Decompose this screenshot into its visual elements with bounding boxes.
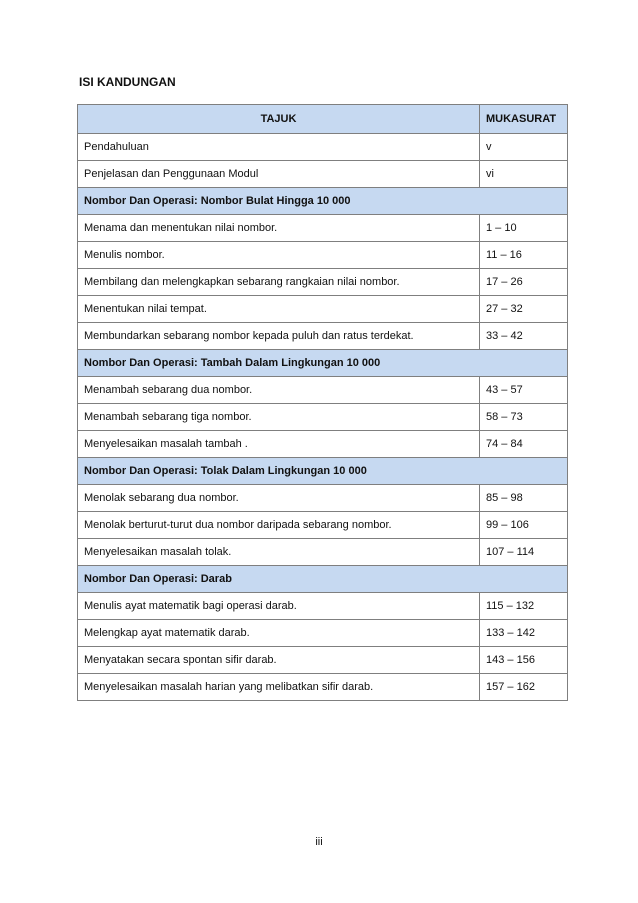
page-cell: 58 – 73 xyxy=(480,404,568,431)
topic-cell: Menyelesaikan masalah tambah . xyxy=(78,431,480,458)
table-row xyxy=(78,512,568,539)
section-title: Nombor Dan Operasi: Tolak Dalam Lingkungan 10 000 xyxy=(78,458,568,485)
page-cell: 143 – 156 xyxy=(480,647,568,674)
table-row xyxy=(78,404,568,431)
table-row xyxy=(78,674,568,701)
topic-cell: Menolak sebarang dua nombor. xyxy=(78,485,480,512)
table-row xyxy=(78,215,568,242)
topic-cell: Menulis ayat matematik bagi operasi darab. xyxy=(78,593,480,620)
page-cell: 107 – 114 xyxy=(480,539,568,566)
page-cell: 33 – 42 xyxy=(480,323,568,350)
topic-cell: Menambah sebarang tiga nombor. xyxy=(78,404,480,431)
topic-cell: Menama dan menentukan nilai nombor. xyxy=(78,215,480,242)
table-header-row xyxy=(78,105,568,134)
topic-cell: Menentukan nilai tempat. xyxy=(78,296,480,323)
page-cell: 43 – 57 xyxy=(480,377,568,404)
table-row xyxy=(78,296,568,323)
page-cell: 27 – 32 xyxy=(480,296,568,323)
topic-cell: Menyatakan secara spontan sifir darab. xyxy=(78,647,480,674)
section-header-row xyxy=(78,566,568,593)
table-row xyxy=(78,269,568,296)
page-cell: 133 – 142 xyxy=(480,620,568,647)
table-row xyxy=(78,134,568,161)
topic-cell: Menyelesaikan masalah tolak. xyxy=(78,539,480,566)
header-page: MUKASURAT xyxy=(480,105,568,134)
document-title: ISI KANDUNGAN xyxy=(79,75,176,89)
topic-cell: Membundarkan sebarang nombor kepada puluh dan ratus terdekat. xyxy=(78,323,480,350)
table-row xyxy=(78,593,568,620)
topic-cell: Menolak berturut-turut dua nombor daripada sebarang nombor. xyxy=(78,512,480,539)
topic-cell: Membilang dan melengkapkan sebarang rangkaian nilai nombor. xyxy=(78,269,480,296)
topic-cell: Menyelesaikan masalah harian yang melibatkan sifir darab. xyxy=(78,674,480,701)
page-cell: v xyxy=(480,134,568,161)
page-cell: 99 – 106 xyxy=(480,512,568,539)
table-row xyxy=(78,485,568,512)
section-title: Nombor Dan Operasi: Darab xyxy=(78,566,568,593)
page-number: iii xyxy=(315,836,323,848)
table-row xyxy=(78,620,568,647)
section-title: Nombor Dan Operasi: Tambah Dalam Lingkungan 10 000 xyxy=(78,350,568,377)
page-cell: 74 – 84 xyxy=(480,431,568,458)
section-header-row xyxy=(78,350,568,377)
table-row xyxy=(78,647,568,674)
table-of-contents xyxy=(77,104,568,701)
topic-cell: Menambah sebarang dua nombor. xyxy=(78,377,480,404)
table-row xyxy=(78,539,568,566)
topic-cell: Melengkap ayat matematik darab. xyxy=(78,620,480,647)
section-title: Nombor Dan Operasi: Nombor Bulat Hingga 10 000 xyxy=(78,188,568,215)
header-topic: TAJUK xyxy=(78,105,480,134)
page-cell: 85 – 98 xyxy=(480,485,568,512)
table-row xyxy=(78,161,568,188)
page-cell: vi xyxy=(480,161,568,188)
table-row xyxy=(78,242,568,269)
page-cell: 157 – 162 xyxy=(480,674,568,701)
section-header-row xyxy=(78,188,568,215)
section-header-row xyxy=(78,458,568,485)
topic-cell: Menulis nombor. xyxy=(78,242,480,269)
table-row xyxy=(78,377,568,404)
page-cell: 17 – 26 xyxy=(480,269,568,296)
topic-cell: Penjelasan dan Penggunaan Modul xyxy=(78,161,480,188)
table-body xyxy=(78,134,568,701)
topic-cell: Pendahuluan xyxy=(78,134,480,161)
table-row xyxy=(78,323,568,350)
page-cell: 115 – 132 xyxy=(480,593,568,620)
page-cell: 11 – 16 xyxy=(480,242,568,269)
table-row xyxy=(78,431,568,458)
page-cell: 1 – 10 xyxy=(480,215,568,242)
